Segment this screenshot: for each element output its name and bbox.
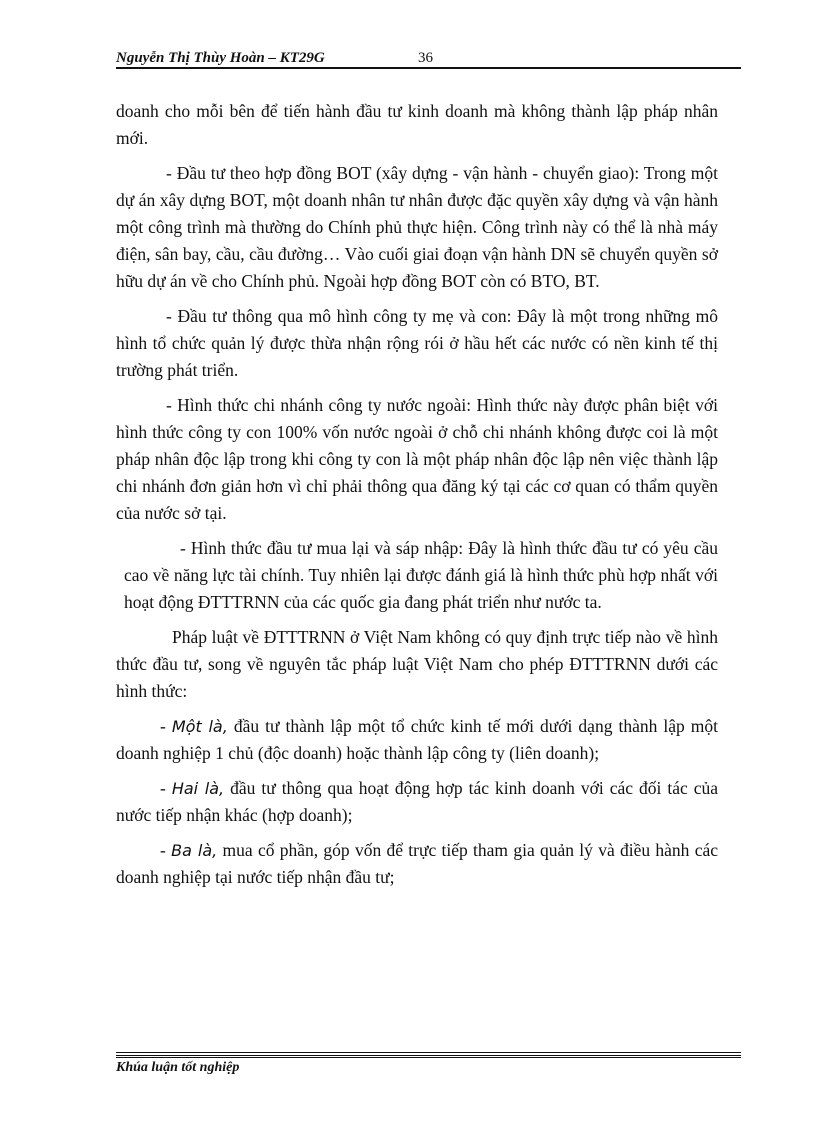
item-text: mua cổ phần, góp vốn để trực tiếp tham gia quản lý và điều hành các doanh nghiệp tại nước tiếp nhận đầu tư; (116, 840, 719, 887)
item-text: đầu tư thông qua hoạt động hợp tác kinh doanh với các đối tác của nước tiếp nhận khác (hợp doanh); (116, 778, 718, 825)
footer-rule (116, 1052, 741, 1053)
paragraph-bot: - Đầu tư theo hợp đồng BOT (xây dựng - vận hành - chuyển giao): Trong một dự án xây dựng BOT, một doanh nhân tư nhân được đặc quyền xây dựng và vận hành một công trình mà thường do Chính phủ thực hiện. Công trình này có thể là nhà máy điện, sân bay, cầu, cầu đường… Vào cuối giai đoạn vận hành DN sẽ chuyển quyền sở hữu dự án về cho Chính phủ. Ngoài hợp đồng BOT còn có BTO, BT. (116, 163, 718, 291)
footer-double-rule (116, 1055, 741, 1058)
footer-label: Khúa luận tốt nghiệp (116, 1060, 240, 1075)
paragraph-branch: - Hình thức chi nhánh công ty nước ngoài: Hình thức này được phân biệt với hình thức công ty con 100% vốn nước ngoài ở chỗ chi nhánh không được coi là một pháp nhân độc lập trong khi công ty con là một pháp nhân độc lập nên việc thành lập chi nhánh đơn giản hơn vì chỉ phải thông qua đăng ký tại các cơ quan có thẩm quyền của nước sở tại. (116, 395, 718, 523)
list-item: - Một là, đầu tư thành lập một tổ chức kinh tế mới dưới dạng thành lập một doanh nghiệp 1 chủ (độc doanh) hoặc thành lập công ty (liên doanh); (116, 716, 718, 763)
item-lead: Một là, (171, 717, 228, 736)
document-body (116, 98, 718, 899)
list-item: - Hai là, đầu tư thông qua hoạt động hợp tác kinh doanh với các đối tác của nước tiếp nhận khác (hợp doanh); (116, 778, 718, 825)
paragraph-parent-subsidiary: - Đầu tư thông qua mô hình công ty mẹ và con: Đây là một trong những mô hình tổ chức quản lý được thừa nhận rộng rói ở hầu hết các nước có nền kinh tế thị trường phát triển. (116, 306, 718, 380)
paragraph-continuation: doanh cho mỗi bên để tiến hành đầu tư kinh doanh mà không thành lập pháp nhân mới. (116, 101, 718, 148)
header-author: Nguyễn Thị Thùy Hoàn – KT29G (116, 50, 325, 66)
item-lead: Ba là, (171, 841, 218, 860)
list-item: - Ba là, mua cổ phần, góp vốn để trực tiếp tham gia quản lý và điều hành các doanh nghiệp tại nước tiếp nhận đầu tư; (116, 840, 719, 887)
page-number: 36 (418, 50, 433, 66)
paragraph-vietnam-law: Pháp luật về ĐTTTRNN ở Việt Nam không có quy định trực tiếp nào về hình thức đầu tư, song về nguyên tắc pháp luật Việt Nam cho phép ĐTTTRNN dưới các hình thức: (116, 627, 718, 701)
header-rule (116, 67, 741, 69)
paragraph-merger: - Hình thức đầu tư mua lại và sáp nhập: Đây là hình thức đầu tư có yêu cầu cao về năng lực tài chính. Tuy nhiên lại được đánh giá là hình thức phù hợp nhất với hoạt động ĐTTTRNN của các quốc gia đang phát triển như nước ta. (124, 538, 718, 612)
item-text: đầu tư thành lập một tổ chức kinh tế mới dưới dạng thành lập một doanh nghiệp 1 chủ (độc doanh) hoặc thành lập công ty (liên doanh); (116, 716, 718, 763)
item-lead: Hai là, (171, 779, 225, 798)
